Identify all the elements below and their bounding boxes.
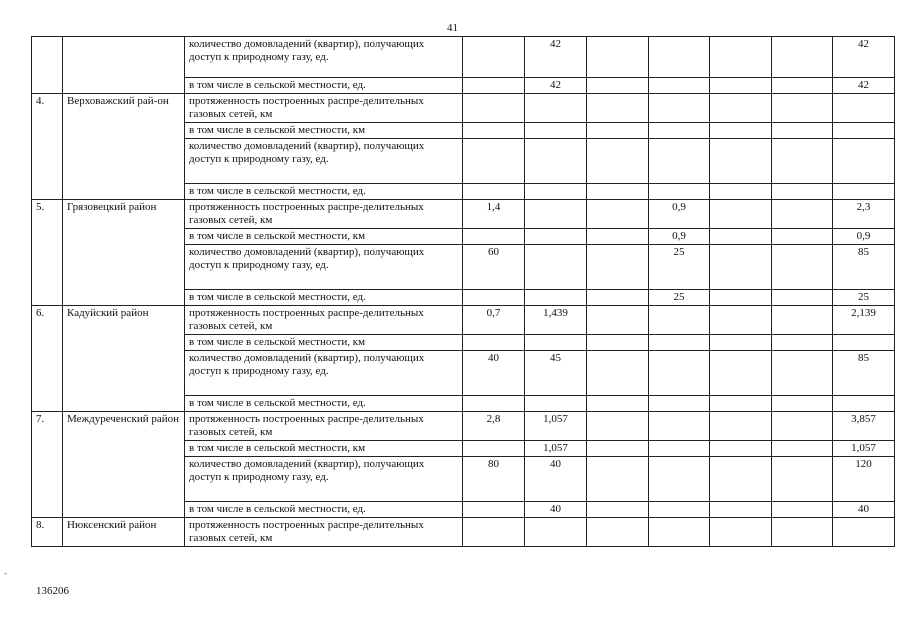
table-row <box>32 94 895 123</box>
indicator-label: в том числе в сельской местности, ед. <box>185 502 463 518</box>
district-number: 8. <box>32 518 63 547</box>
indicator-label: в том числе в сельской местности, км <box>185 441 463 457</box>
district-number: 5. <box>32 200 63 306</box>
value-cell: 0,7 <box>463 306 525 335</box>
total-cell: 120 <box>833 457 895 502</box>
value-cell: 42 <box>525 37 587 78</box>
footer-document-id: 136206 <box>36 585 69 597</box>
total-cell: 40 <box>833 502 895 518</box>
total-cell: 42 <box>833 37 895 78</box>
table-row <box>32 200 895 229</box>
district-name: Междуреченский район <box>63 412 185 518</box>
value-cell: 42 <box>525 78 587 94</box>
value-cell: 45 <box>525 351 587 396</box>
district-name: Грязовецкий район <box>63 200 185 306</box>
table-row <box>32 412 895 441</box>
total-cell: 42 <box>833 78 895 94</box>
district-number: 7. <box>32 412 63 518</box>
value-cell: 40 <box>525 502 587 518</box>
total-cell: 2,3 <box>833 200 895 229</box>
value-cell: 25 <box>649 290 710 306</box>
indicator-label: в том числе в сельской местности, ед. <box>185 78 463 94</box>
indicator-label: протяженность построенных распре-делительных газовых сетей, км <box>185 200 463 229</box>
value-cell: 80 <box>463 457 525 502</box>
indicator-label: в том числе в сельской местности, км <box>185 335 463 351</box>
value-cell: 25 <box>649 245 710 290</box>
district-number: 6. <box>32 306 63 412</box>
value-cell: 1,439 <box>525 306 587 335</box>
indicator-label: количество домовладений (квартир), получающих доступ к природному газу, ед. <box>185 37 463 78</box>
total-cell: 25 <box>833 290 895 306</box>
total-cell: 3,857 <box>833 412 895 441</box>
value-cell: 0,9 <box>649 229 710 245</box>
indicator-label: количество домовладений (квартир), получающих доступ к природному газу, ед. <box>185 351 463 396</box>
table-row <box>32 518 895 547</box>
district-name: Нюксенский район <box>63 518 185 547</box>
value-cell: 40 <box>525 457 587 502</box>
total-cell: 2,139 <box>833 306 895 335</box>
indicator-label: протяженность построенных распре-делительных газовых сетей, км <box>185 306 463 335</box>
table-row <box>32 306 895 335</box>
page-number: 41 <box>447 22 458 34</box>
value-cell: 2,8 <box>463 412 525 441</box>
value-cell: 1,4 <box>463 200 525 229</box>
value-cell: 1,057 <box>525 412 587 441</box>
indicator-label: протяженность построенных распре-делительных газовых сетей, км <box>185 94 463 123</box>
district-name: Кадуйский район <box>63 306 185 412</box>
indicator-label: протяженность построенных распре-делительных газовых сетей, км <box>185 412 463 441</box>
indicator-label: количество домовладений (квартир), получающих доступ к природному газу, ед. <box>185 245 463 290</box>
district-number-cell <box>32 37 63 94</box>
indicator-label: количество домовладений (квартир), получающих доступ к природному газу, ед. <box>185 139 463 184</box>
district-name-cell <box>63 37 185 94</box>
value-cell: 0,9 <box>649 200 710 229</box>
total-cell: 85 <box>833 351 895 396</box>
total-cell: 1,057 <box>833 441 895 457</box>
indicator-label: в том числе в сельской местности, ед. <box>185 184 463 200</box>
total-cell: 0,9 <box>833 229 895 245</box>
district-name: Верховажский рай-он <box>63 94 185 200</box>
value-cell: 60 <box>463 245 525 290</box>
district-number: 4. <box>32 94 63 200</box>
margin-mark: - <box>4 568 7 578</box>
indicator-label: протяженность построенных распре-делительных газовых сетей, км <box>185 518 463 547</box>
value-cell: 40 <box>463 351 525 396</box>
table-row <box>32 37 895 78</box>
indicator-label: в том числе в сельской местности, ед. <box>185 290 463 306</box>
value-cell: 1,057 <box>525 441 587 457</box>
gas-network-table <box>31 36 895 547</box>
indicator-label: в том числе в сельской местности, км <box>185 123 463 139</box>
indicator-label: в том числе в сельской местности, км <box>185 229 463 245</box>
total-cell: 85 <box>833 245 895 290</box>
indicator-label: в том числе в сельской местности, ед. <box>185 396 463 412</box>
indicator-label: количество домовладений (квартир), получающих доступ к природному газу, ед. <box>185 457 463 502</box>
